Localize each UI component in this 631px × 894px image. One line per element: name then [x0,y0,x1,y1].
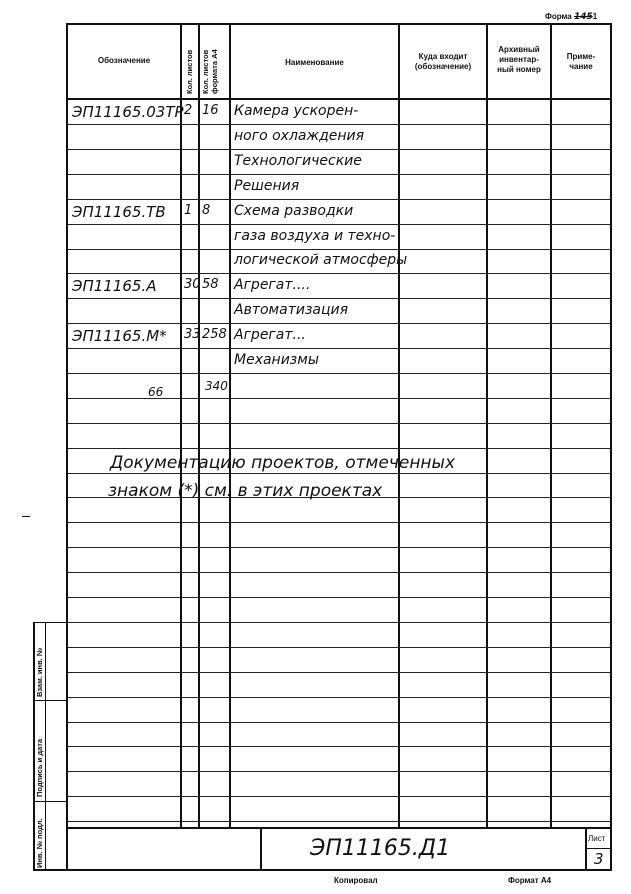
row-sheets_a4: 58 [202,277,219,292]
row-line [68,697,610,698]
row-sheets: 1 [184,203,193,218]
header-archive-line3: ный номер [497,65,541,74]
row-line [68,273,610,274]
row-line [68,572,610,573]
footer-format: Формат А4 [508,876,552,885]
row-line [68,448,610,449]
header-designation: Обозначение [97,56,151,65]
row-name: ного охлаждения [234,128,365,144]
row-line [68,373,610,374]
header-where-line1: Куда входит [418,52,468,61]
header-note-line2: чание [569,62,593,71]
side-label-vzam: Взам. инв. № [35,647,44,697]
row-line [68,473,610,474]
row-sheets: 66 [148,385,164,399]
row-name: Автоматизация [234,302,349,318]
row-line [68,199,610,200]
row-name: Механизмы [234,352,319,368]
row-line [68,323,610,324]
row-line [68,647,610,648]
header-archive-line1: Архивный [498,45,540,54]
row-name: Решения [234,178,300,194]
header-archive-line2: инвентар- [499,55,539,64]
side-label-inv-podl: Инв. № подл. [35,818,44,868]
sheet-label: Лист [588,834,606,843]
sheet-number: 3 [594,850,604,868]
row-designation: ЭП11165.03ТР [72,103,184,121]
row-line [68,672,610,673]
row-line [68,149,610,150]
row-line [68,249,610,250]
note-line-1: Документацию проектов, отмеченных [110,453,456,473]
footer-copied: Копировал [334,876,378,885]
header-note [552,52,610,72]
header-where-line2: (обозначение) [414,62,472,71]
row-line [68,622,610,623]
row-line [68,348,610,349]
row-designation: ЭП11165.А [72,277,157,295]
row-line [68,522,610,523]
row-name: Агрегат.... [234,277,311,293]
header-sheets-a4: Кол. листов формата А4 [201,49,219,94]
row-line [68,174,610,175]
row-line [68,597,610,598]
row-sheets_a4: 340 [205,379,228,393]
header-sheets: Кол. листов [185,49,194,94]
row-line [68,547,610,548]
row-name: Схема разводки [234,203,354,219]
header-archive [488,45,550,75]
row-line [68,124,610,125]
side-label-podpis: Подпись и дата [35,738,44,797]
row-sheets: 30 [184,277,201,292]
row-name: Камера ускорен- [234,103,359,119]
form-label-text: Форма [545,12,572,21]
row-sheets_a4: 8 [202,203,211,218]
row-line [68,796,610,797]
header-name: Наименование [285,58,344,67]
row-line [68,298,610,299]
row-sheets_a4: 16 [202,103,219,118]
row-line [68,771,610,772]
row-designation: ЭП11165.М* [72,327,167,345]
row-line [68,746,610,747]
row-line [68,722,610,723]
form-label [545,12,597,22]
note-line-2: знаком (*) см. в этих проектах [108,481,383,501]
row-name: Агрегат... [234,327,306,343]
row-name: Технологические [234,153,362,169]
form-number-crossed: 145 [574,12,593,22]
row-name: логической атмосферы [234,252,408,268]
header-note-line1: Приме- [566,52,596,61]
row-line [68,423,610,424]
header-where [400,52,486,72]
form-number: 1 [592,12,598,21]
row-line [68,224,610,225]
row-sheets: 2 [184,103,193,118]
row-line [68,821,610,822]
row-designation: ЭП11165.ТВ [72,203,166,221]
row-sheets_a4: 258 [202,327,227,342]
document-code: ЭП11165.Д1 [310,836,451,861]
row-sheets: 33 [184,327,201,342]
row-name: газа воздуха и техно- [234,228,396,244]
